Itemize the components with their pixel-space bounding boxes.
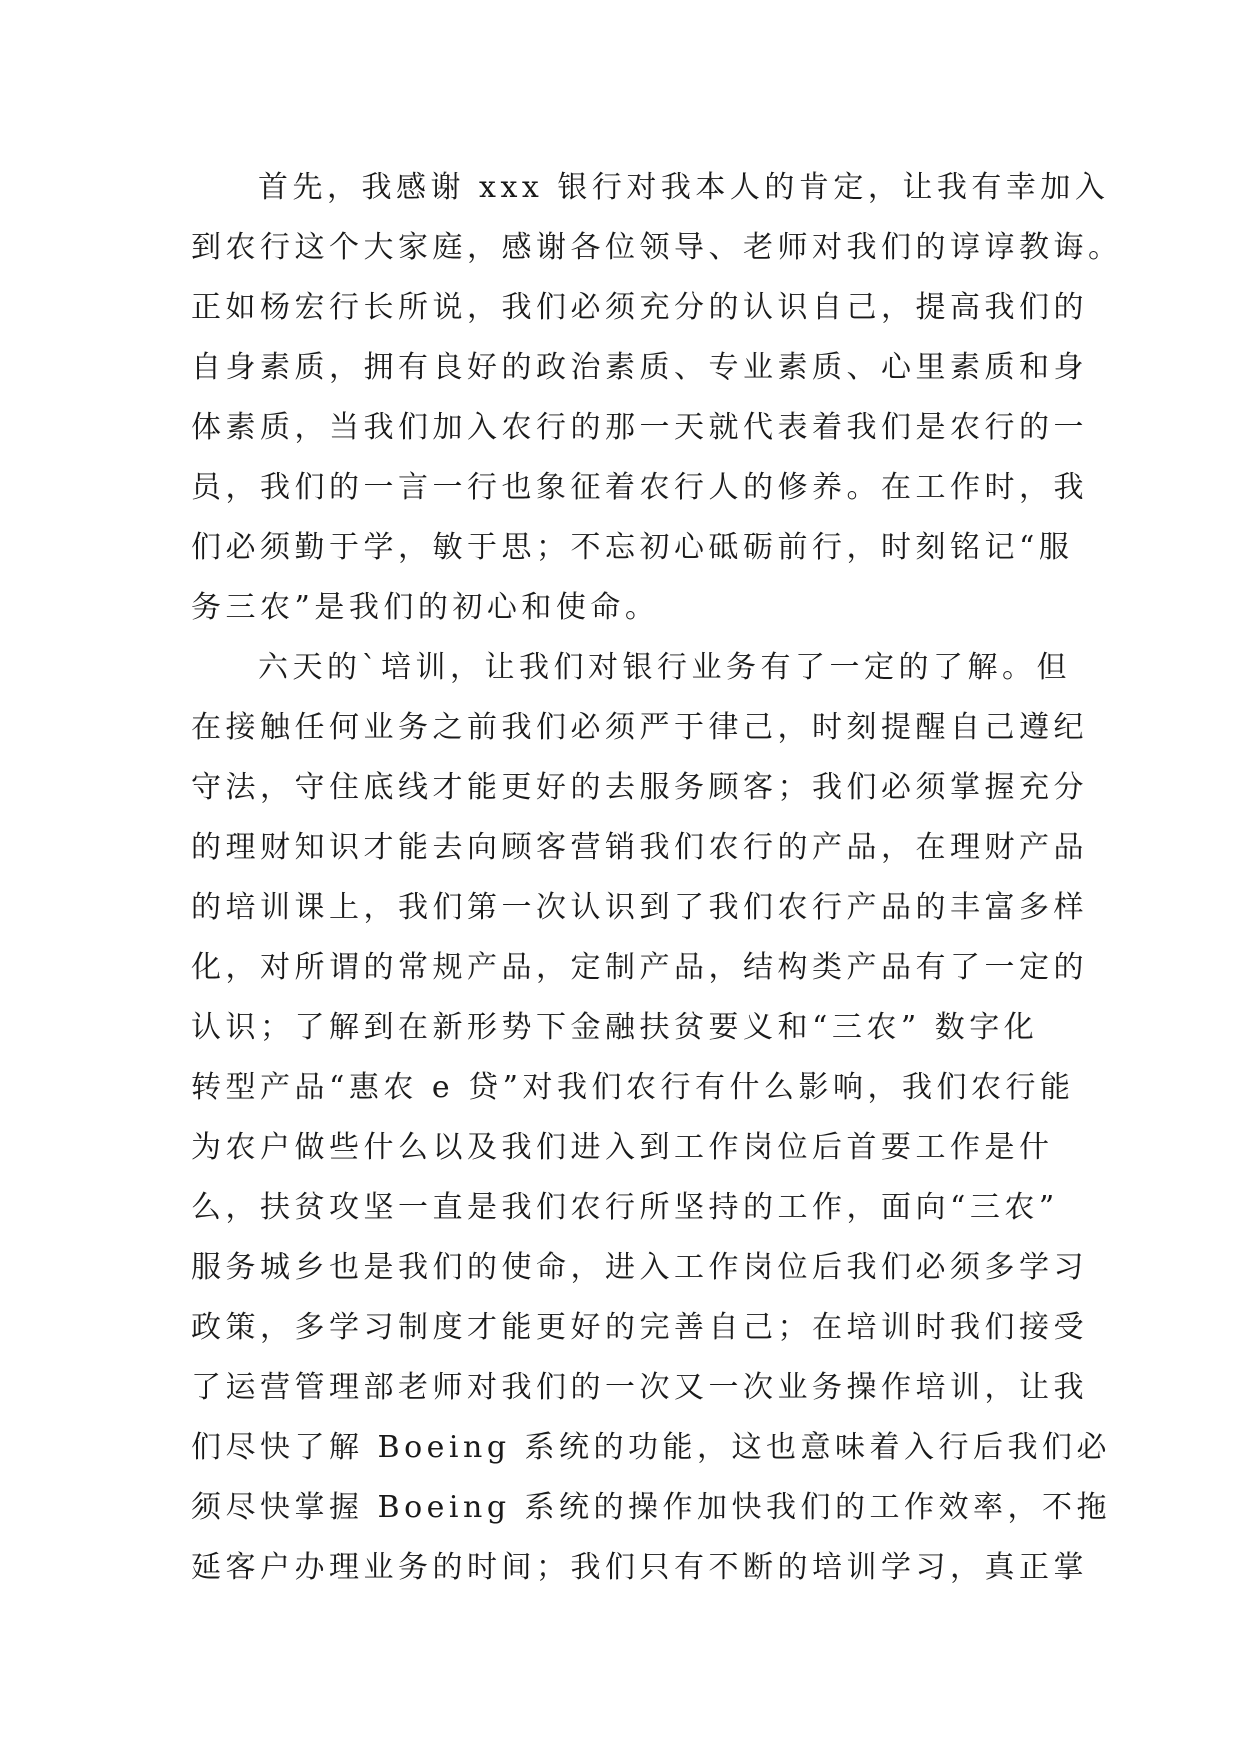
text-line: 到农行这个大家庭，感谢各位领导、老师对我们的谆谆教诲。	[191, 230, 1123, 265]
body-text	[191, 158, 1123, 1598]
text-line: 们尽快了解 Boeing 系统的功能，这也意味着入行后我们必	[191, 1430, 1112, 1465]
text-line: 延客户办理业务的时间；我们只有不断的培训学习，真正掌	[191, 1550, 1088, 1585]
text-line: 员，我们的一言一行也象征着农行人的修养。在工作时，我	[191, 470, 1088, 505]
text-line: 六天的`培训，让我们对银行业务有了一定的了解。但	[258, 650, 1071, 685]
text-line: 须尽快掌握 Boeing 系统的操作加快我们的工作效率，不拖	[191, 1490, 1112, 1525]
text-line: 化，对所谓的常规产品，定制产品，结构类产品有了一定的	[191, 950, 1088, 985]
text-line: 体素质，当我们加入农行的那一天就代表着我们是农行的一	[191, 410, 1088, 445]
text-line: 务三农”是我们的初心和使命。	[191, 590, 660, 625]
text-line: 了运营管理部老师对我们的一次又一次业务操作培训，让我	[191, 1370, 1088, 1405]
text-line: 们必须勤于学，敏于思；不忘初心砥砺前行，时刻铭记“服	[191, 530, 1074, 565]
text-line: 为农户做些什么以及我们进入到工作岗位后首要工作是什	[191, 1130, 1054, 1165]
text-line: 守法，守住底线才能更好的去服务顾客；我们必须掌握充分	[191, 770, 1088, 805]
text-line: 服务城乡也是我们的使命，进入工作岗位后我们必须多学习	[191, 1250, 1088, 1285]
text-line: 的培训课上，我们第一次认识到了我们农行产品的丰富多样	[191, 890, 1088, 925]
text-line: 么，扶贫攻坚一直是我们农行所坚持的工作，面向“三农”	[191, 1190, 1059, 1225]
text-line: 在接触任何业务之前我们必须严于律己，时刻提醒自己遵纪	[191, 710, 1088, 745]
text-line: 的理财知识才能去向顾客营销我们农行的产品，在理财产品	[191, 830, 1088, 865]
text-line: 首先，我感谢 xxx 银行对我本人的肯定，让我有幸加入	[258, 170, 1110, 205]
text-line: 政策，多学习制度才能更好的完善自己；在培训时我们接受	[191, 1310, 1088, 1345]
text-line: 转型产品“惠农 e 贷”对我们农行有什么影响，我们农行能	[191, 1070, 1075, 1105]
text-line: 认识；了解到在新形势下金融扶贫要义和“三农” 数字化	[191, 1010, 1039, 1045]
text-line: 正如杨宏行长所说，我们必须充分的认识自己，提高我们的	[191, 290, 1088, 325]
text-line: 自身素质，拥有良好的政治素质、专业素质、心里素质和身	[191, 350, 1088, 385]
